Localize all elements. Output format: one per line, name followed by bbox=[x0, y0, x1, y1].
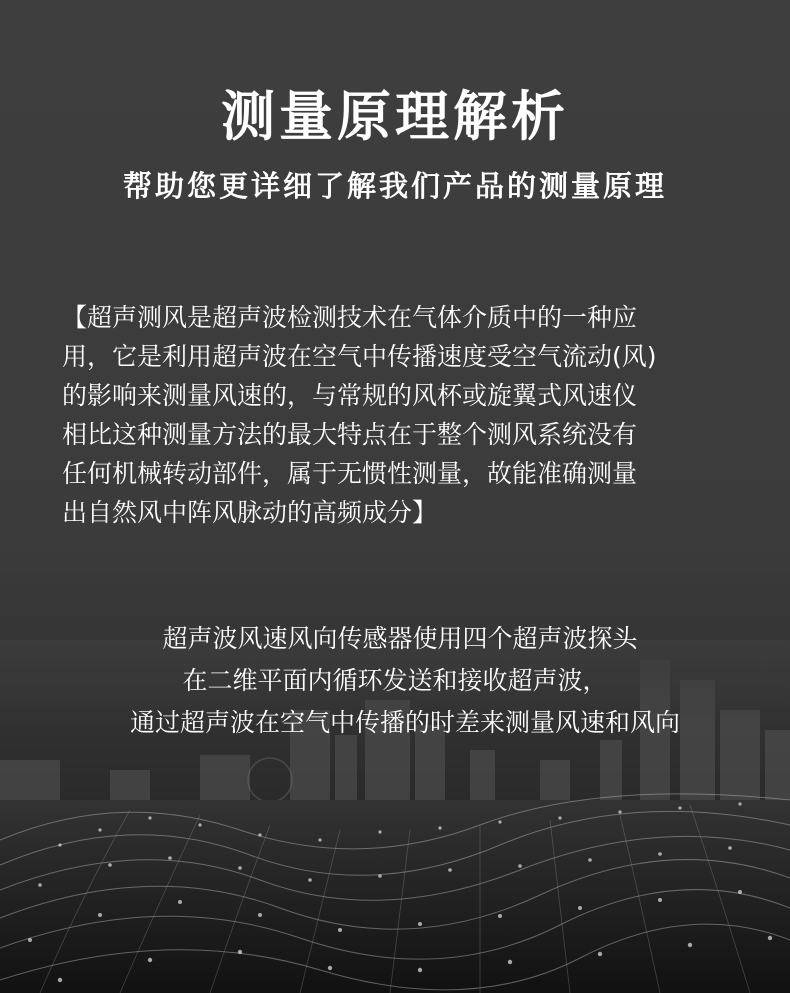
description-line: 通过超声波在空气中传播的时差来测量风速和风向 bbox=[129, 708, 680, 737]
intro-line: 相比这种测量方法的最大特点在于整个测风系统没有 bbox=[62, 420, 638, 449]
description-line: 在二维平面内循环发送和接收超声波， bbox=[182, 666, 608, 695]
intro-line: 【超声测风是超声波检测技术在气体介质中的一种应 bbox=[62, 303, 638, 332]
description-paragraph bbox=[0, 618, 790, 744]
intro-line: 任何机械转动部件，属于无惯性测量，故能准确测量 bbox=[62, 459, 638, 488]
intro-line: 用，它是利用超声波在空气中传播速度受空气流动(风) bbox=[62, 342, 657, 371]
intro-paragraph bbox=[62, 298, 732, 532]
intro-line: 出自然风中阵风脉动的高频成分】 bbox=[62, 498, 438, 527]
intro-line: 的影响来测量风速的，与常规的风杯或旋翼式风速仪 bbox=[62, 381, 638, 410]
page-subtitle: 帮助您更详细了解我们产品的测量原理 bbox=[122, 169, 667, 203]
page-title: 测量原理解析 bbox=[221, 85, 569, 148]
description-line: 超声波风速风向传感器使用四个超声波探头 bbox=[162, 624, 638, 653]
